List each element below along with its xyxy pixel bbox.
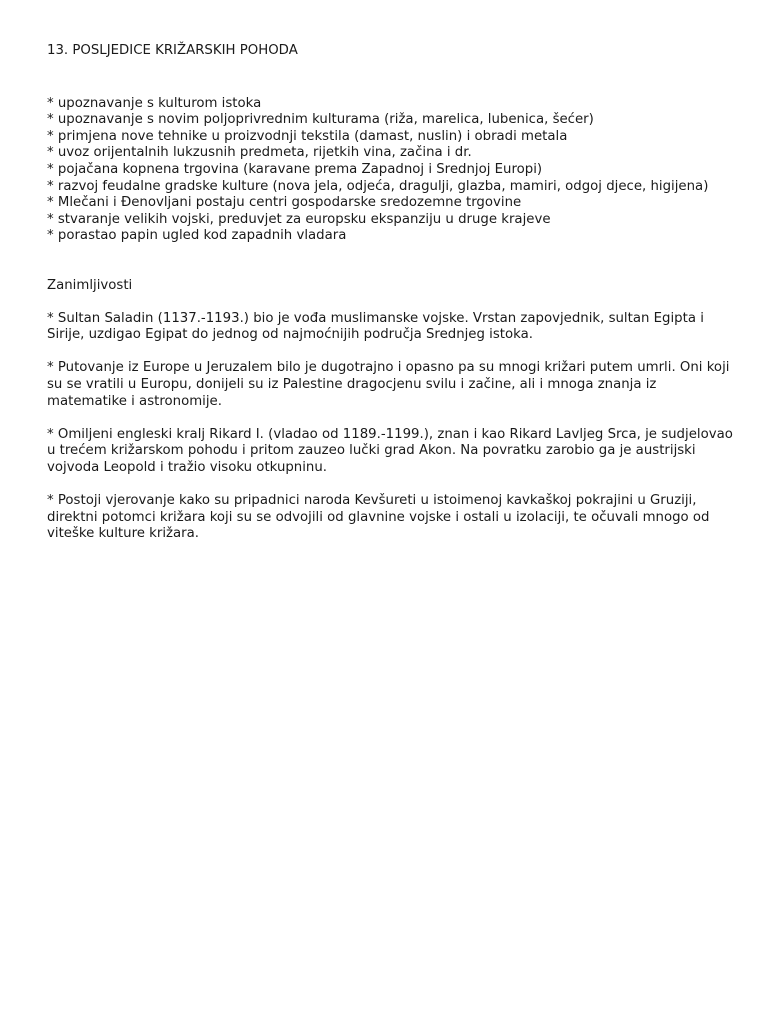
consequences-list [47,96,737,245]
list-item: * porastao papin ugled kod zapadnih vladara [47,228,347,244]
document-page [47,43,737,559]
paragraph: * Putovanje iz Europe u Jeruzalem bilo je dugotrajno i opasno pa su mnogi križari putem umrli. Oni koji su se vratili u Europu, donijeli su iz Palestine dragocjenu svilu i začine, ali i mnoga znanja iz matematike i astronomije. [47,360,730,409]
fun-facts [47,311,737,543]
section-title: Zanimljivosti [47,277,133,293]
list-item: * stvaranje velikih vojski, preduvjet za europsku ekspanziju u druge krajeve [47,211,551,227]
list-item: * pojačana kopnena trgovina (karavane prema Zapadnoj i Srednjoj Europi) [47,161,543,177]
paragraph: * Postoji vjerovanje kako su pripadnici naroda Kevšureti u istoimenoj kavkaškoj pokrajini u Gruziji, direktni potomci križara koji su se odvojili od glavnine vojske i ostali u izolaciji, te očuvali mnogo od viteške kulture križara. [47,493,710,542]
list-item: * upoznavanje s kulturom istoka [47,95,262,111]
list-item: * uvoz orijentalnih lukzusnih predmeta, rijetkih vina, začina i dr. [47,145,472,161]
paragraph: * Sultan Saladin (1137.-1193.) bio je vođa muslimanske vojske. Vrstan zapovjednik, sultan Egipta i Sirije, uzdigao Egipat do jednog od najmoćnijih područja Srednjeg istoka. [47,310,704,343]
paragraph: * Omiljeni engleski kralj Rikard I. (vladao od 1189.-1199.), znan i kao Rikard Lavljeg Srca, je sudjelovao u trećem križarskom pohodu i pritom zauzeo lučki grad Akon. Na povratku zarobio ga je austrijski vojvoda Leopold i tražio visoku otkupninu. [47,426,733,475]
document-heading: 13. POSLJEDICE KRIŽARSKIH POHODA [47,43,298,58]
list-item: * razvoj feudalne gradske kulture (nova jela, odjeća, dragulji, glazba, mamiri, odgoj djece, higijena) [47,178,709,194]
list-item: * upoznavanje s novim poljoprivrednim kulturama (riža, marelica, lubenica, šećer) [47,112,594,128]
list-item: * primjena nove tehnike u proizvodnji tekstila (damast, nuslin) i obradi metala [47,128,568,144]
list-item: * Mlečani i Đenovljani postaju centri gospodarske sredozemne trgovine [47,195,522,211]
